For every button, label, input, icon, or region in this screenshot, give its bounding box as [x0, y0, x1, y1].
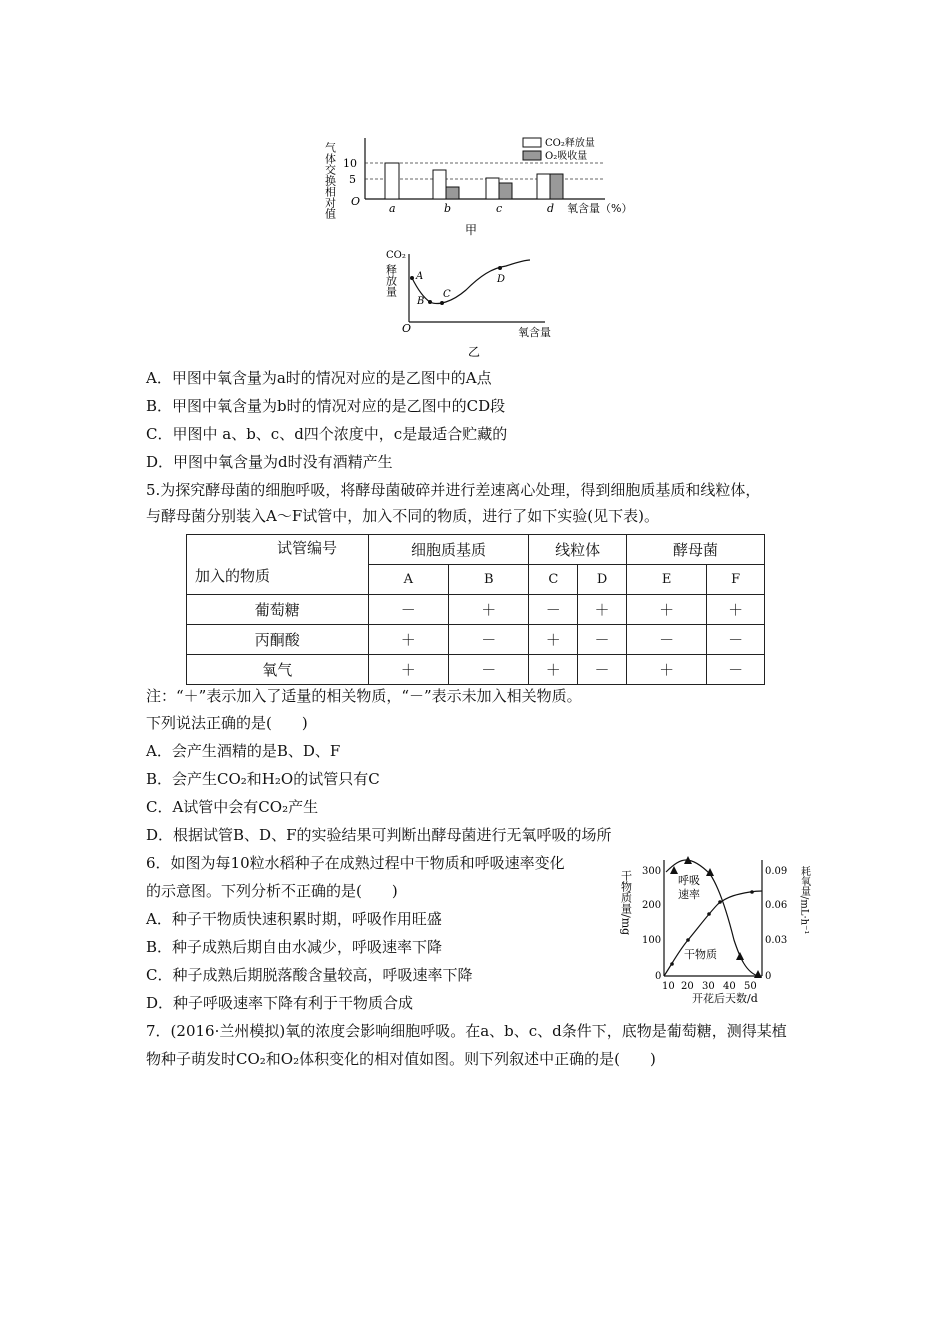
q5-question: 下列说法正确的是( ) [146, 714, 308, 732]
table-row [187, 655, 765, 685]
table-corner [187, 535, 369, 595]
cell: － [449, 625, 529, 655]
q6-label-dry: 干物质 [684, 948, 717, 961]
yi-ylabel-top: CO₂ [386, 250, 406, 261]
cell: － [578, 625, 627, 655]
q4-option-c: C．甲图中 a、b、c、d四个浓度中，c是最适合贮藏的 [146, 425, 508, 443]
q5-option-a: A．会产生酒精的是B、D、F [146, 742, 341, 760]
q6-chart [619, 852, 822, 1005]
yi-point-c: C [443, 289, 451, 300]
q6-ytick-r-003: 0.03 [765, 935, 788, 946]
q5-option-c: C．A试管中会有CO₂产生 [146, 798, 319, 816]
q6-xtick-50: 50 [744, 981, 757, 992]
cell: － [529, 595, 578, 625]
cell: － [368, 595, 448, 625]
yi-curve [412, 260, 530, 304]
q6-option-a: A．种子干物质快速积累时期，呼吸作用旺盛 [146, 910, 442, 928]
table-row [187, 595, 765, 625]
figure-jia [315, 128, 645, 240]
group-cytoplasm: 细胞质基质 [368, 535, 529, 565]
bar-o2-d [550, 174, 563, 199]
yi-ylabel: 释放量 [384, 264, 398, 297]
cell: － [578, 655, 627, 685]
q6-option-b: B．种子成熟后期自由水减少，呼吸速率下降 [146, 938, 443, 956]
jia-xcat-c: c [496, 202, 503, 215]
bar-co2-b [433, 170, 446, 199]
tube-f: F [707, 565, 765, 595]
jia-ylabel: 气体交换相对值 [323, 142, 337, 219]
jia-xcat-a: a [389, 202, 396, 215]
q7-line1: 7．(2016·兰州模拟)氧的浓度会影响细胞呼吸。在a、b、c、d条件下，底物是葡萄糖，测得某植 [146, 1022, 787, 1040]
q6-ylabel-right: 耗氧量/mL·h⁻¹ [798, 866, 810, 935]
cell: ＋ [626, 655, 706, 685]
q6-ytick-r-006: 0.06 [765, 900, 788, 911]
tube-b: B [449, 565, 529, 595]
cell: ＋ [368, 655, 448, 685]
bar-co2-d [537, 174, 550, 199]
yi-xlabel: 氧含量 [518, 326, 551, 339]
experiment-table [186, 534, 765, 685]
jia-ytick-10: 10 [343, 157, 357, 170]
q6-ytick-l-200: 200 [642, 900, 662, 911]
cell: ＋ [626, 595, 706, 625]
jia-origin: O [351, 195, 361, 208]
legend-o2: O₂吸收量 [545, 151, 588, 162]
q6-ylabel-left: 干物质量/mg [619, 870, 633, 936]
cell: ＋ [449, 595, 529, 625]
row-name: 氧气 [187, 655, 369, 685]
q6-xlabel: 开花后天数/d [692, 992, 758, 1005]
q6-ytick-r-0: 0 [765, 971, 772, 982]
tube-c: C [529, 565, 578, 595]
jia-xcat-d: d [547, 202, 555, 215]
q5-stem-line2: 与酵母菌分别装入A～F试管中，加入不同的物质，进行了如下实验(见下表)。 [146, 507, 659, 525]
q6-xtick-10: 10 [662, 981, 675, 992]
group-mitochondria: 线粒体 [529, 535, 626, 565]
q5-option-b: B．会产生CO₂和H₂O的试管只有C [146, 770, 380, 788]
q6-label-resp-1: 呼吸 [678, 874, 700, 887]
q6-ytick-l-300: 300 [642, 866, 662, 877]
figure-yi [380, 246, 580, 360]
cell: ＋ [707, 595, 765, 625]
q6-xtick-40: 40 [723, 981, 736, 992]
jia-ytick-5: 5 [349, 173, 356, 186]
jia-caption: 甲 [465, 223, 478, 237]
cell: － [626, 625, 706, 655]
tube-d: D [578, 565, 627, 595]
q7-line2: 物种子萌发时CO₂和O₂体积变化的相对值如图。则下列叙述中正确的是( ) [146, 1050, 656, 1068]
corner-top: 试管编号 [277, 539, 338, 557]
q5-option-d: D．根据试管B、D、F的实验结果可判断出酵母菌进行无氧呼吸的场所 [146, 826, 612, 844]
bar-o2-c [499, 183, 512, 199]
q6-xtick-20: 20 [681, 981, 694, 992]
q6-ytick-l-0: 0 [655, 971, 662, 982]
jia-xcat-b: b [444, 202, 452, 215]
cell: ＋ [529, 655, 578, 685]
cell: － [449, 655, 529, 685]
bar-o2-b [446, 187, 459, 199]
q6-ytick-r-009: 0.09 [765, 866, 788, 877]
yi-origin: O [402, 322, 412, 335]
q4-option-a: A．甲图中氧含量为a时的情况对应的是乙图中的A点 [146, 369, 492, 387]
yi-point-a: A [416, 271, 424, 282]
cell: ＋ [368, 625, 448, 655]
cell: － [707, 655, 765, 685]
row-name: 丙酮酸 [187, 625, 369, 655]
yi-caption: 乙 [468, 345, 481, 359]
q6-label-resp-2: 速率 [678, 888, 700, 901]
row-name: 葡萄糖 [187, 595, 369, 625]
q5-stem-line1: 5.为探究酵母菌的细胞呼吸，将酵母菌破碎并进行差速离心处理，得到细胞质基质和线粒体， [146, 481, 761, 499]
bar-co2-c [486, 178, 499, 199]
q6-option-d: D．种子呼吸速率下降有利于干物质合成 [146, 994, 414, 1012]
jia-xlabel: 氧含量（%） [567, 202, 633, 215]
yi-point-b: B [417, 296, 425, 307]
bar-co2-a [385, 163, 399, 199]
group-yeast: 酵母菌 [626, 535, 764, 565]
table-row [187, 625, 765, 655]
cell: ＋ [578, 595, 627, 625]
q6-stem-line2: 的示意图。下列分析不正确的是( ) [146, 882, 398, 900]
q6-xtick-30: 30 [702, 981, 715, 992]
q6-stem-line1: 6．如图为每10粒水稻种子在成熟过程中干物质和呼吸速率变化 [146, 854, 565, 872]
q6-ytick-l-100: 100 [642, 935, 662, 946]
q4-option-b: B．甲图中氧含量为b时的情况对应的是乙图中的CD段 [146, 397, 506, 415]
cell: ＋ [529, 625, 578, 655]
q4-option-d: D．甲图中氧含量为d时没有酒精产生 [146, 453, 393, 471]
cell: － [707, 625, 765, 655]
yi-point-d: D [497, 274, 506, 285]
tube-e: E [626, 565, 706, 595]
q6-drymatter-curve [664, 891, 762, 976]
legend-co2: CO₂释放量 [545, 138, 595, 149]
q5-note: 注：“＋”表示加入了适量的相关物质，“－”表示未加入相关物质。 [146, 687, 582, 705]
q6-option-c: C．种子成熟后期脱落酸含量较高，呼吸速率下降 [146, 966, 473, 984]
corner-bottom: 加入的物质 [195, 567, 271, 585]
tube-a: A [368, 565, 448, 595]
